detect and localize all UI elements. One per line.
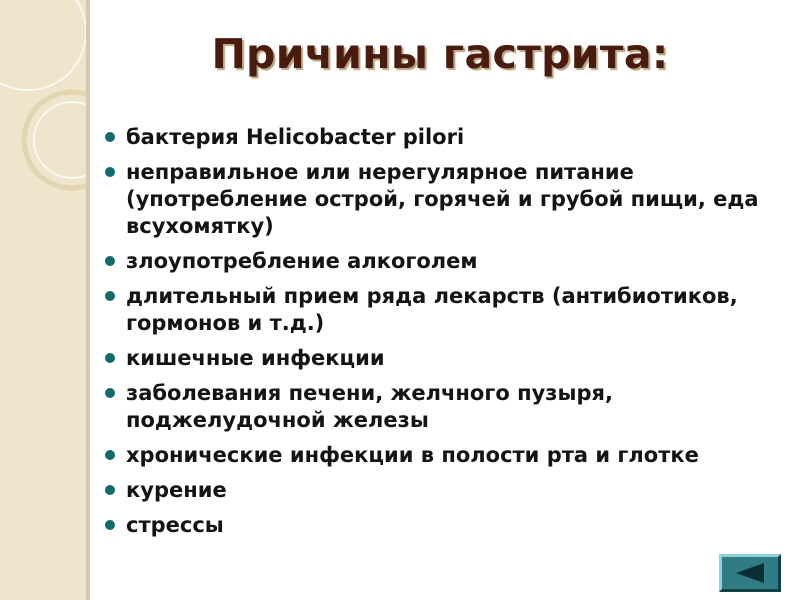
list-item-text: стрессы — [126, 513, 224, 537]
bullet-icon — [105, 167, 115, 177]
list-item — [104, 248, 764, 275]
list-item-text: заболевания печени, желчного пузыря, поджелудочной железы — [126, 381, 613, 432]
side-band-edge — [86, 0, 90, 600]
list-item — [104, 512, 764, 539]
bullet-icon — [105, 353, 115, 363]
bullet-icon — [105, 450, 115, 460]
list-item-text: длительный прием ряда лекарств (антибиотиков, гормонов и т.д.) — [126, 284, 738, 335]
list-item-text: хронические инфекции в полости рта и глотке — [126, 443, 699, 467]
list-item-text: злоупотребление алкоголем — [126, 249, 478, 273]
slide-title: Причины гастрита: — [211, 30, 669, 78]
bullet-icon — [105, 256, 115, 266]
decorative-circles — [0, 0, 86, 600]
bullet-list — [104, 124, 764, 547]
list-item — [104, 477, 764, 504]
list-item — [104, 442, 764, 469]
bullet-icon — [105, 485, 115, 495]
bullet-icon — [105, 388, 115, 398]
list-item — [104, 283, 764, 337]
back-button[interactable] — [719, 554, 781, 592]
bullet-icon — [105, 132, 115, 142]
list-item-text: курение — [126, 478, 227, 502]
list-item — [104, 345, 764, 372]
triangle-left-icon — [736, 563, 764, 583]
list-item — [104, 124, 764, 151]
list-item-text: бактерия Helicobacter pilori — [126, 125, 465, 149]
decorative-side-band — [0, 0, 86, 600]
list-item-text: кишечные инфекции — [126, 346, 385, 370]
bullet-icon — [105, 291, 115, 301]
list-item-text: неправильное или нерегулярное питание (употребление острой, горячей и грубой пищи, еда всухомятку) — [126, 160, 759, 238]
list-item — [104, 380, 764, 434]
list-item — [104, 159, 764, 240]
bullet-icon — [105, 520, 115, 530]
